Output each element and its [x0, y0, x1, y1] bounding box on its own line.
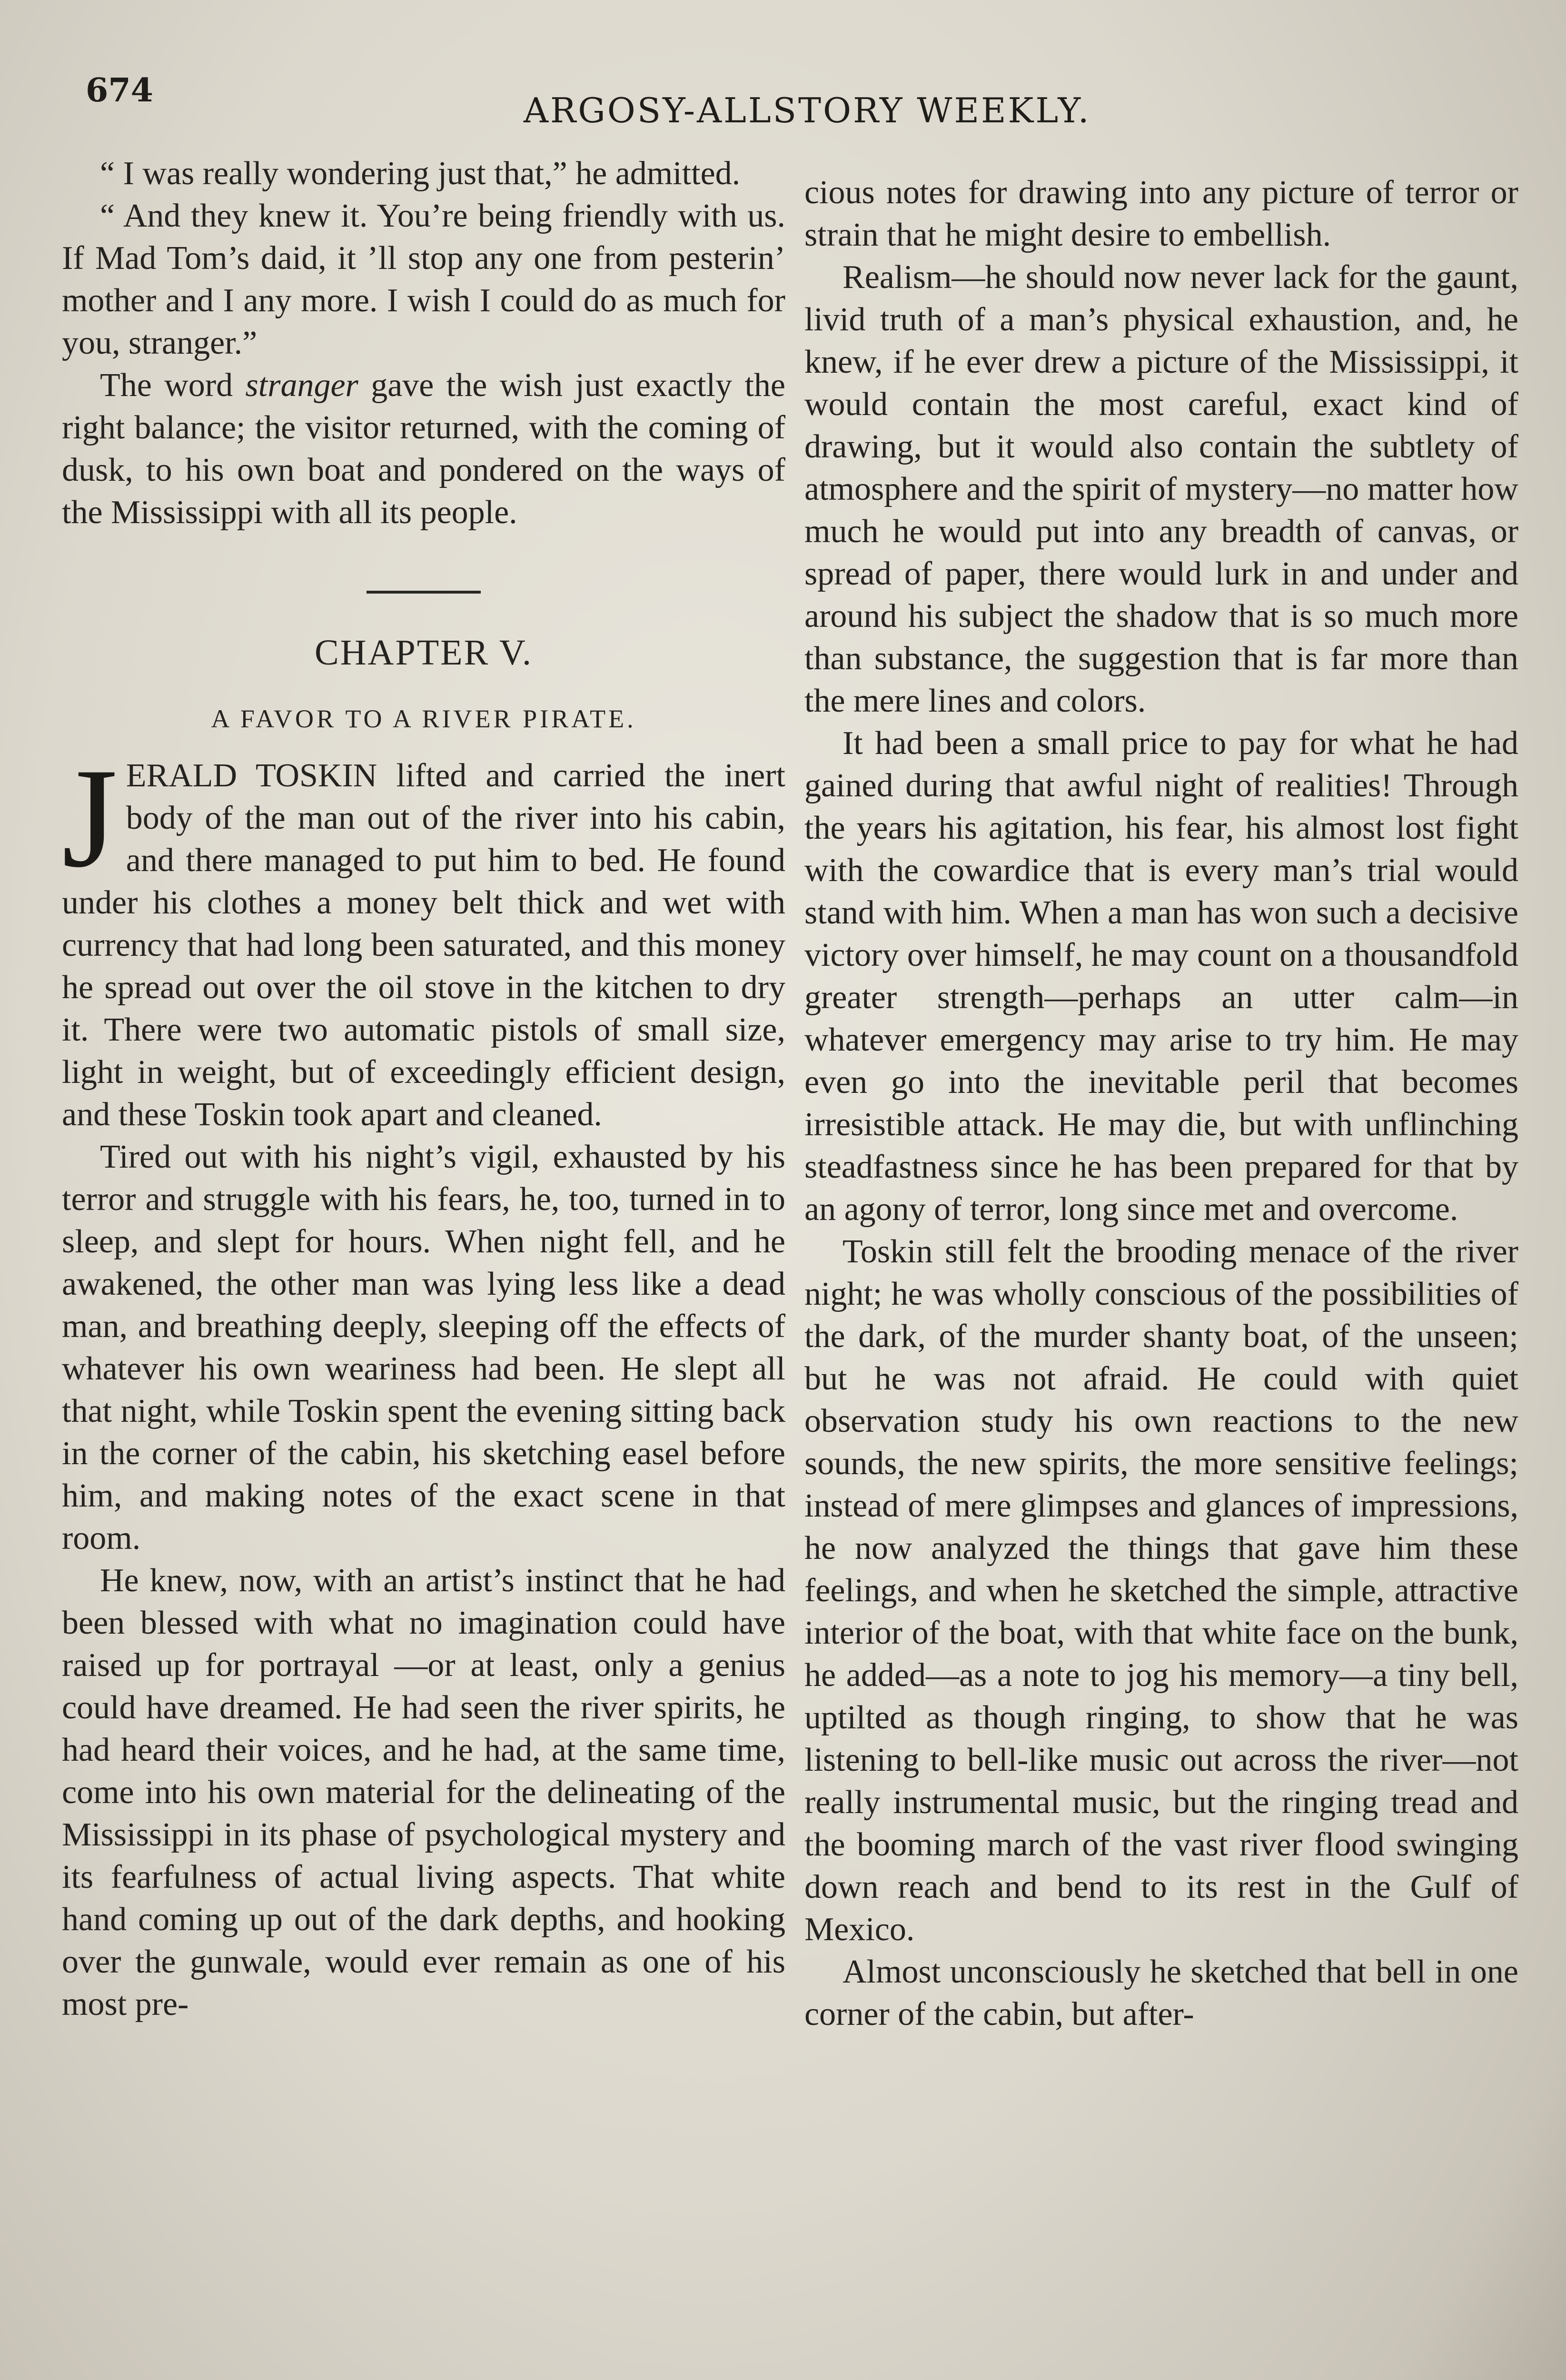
paragraph: “ I was really wondering just that,” he admitted.	[100, 155, 741, 192]
right-column	[804, 171, 1518, 2035]
drop-cap: J	[62, 739, 118, 897]
paragraph: Almost unconsciously he sketched that bell in one corner of the cabin, but after-	[804, 1954, 1518, 2033]
running-head: ARGOSY-ALLSTORY WEEKLY.	[524, 90, 1091, 130]
page-number: 674	[86, 71, 153, 109]
paragraph: He knew, now, with an artist’s instinct that he had been blessed with what no imagination could have raised up for portrayal —or at least, only a genius could have dreamed. He had seen the river spirits, he had heard their voices, and he had, at the same time, come into his own material for the delineating of the Mississippi in its phase of psychological mystery and its fearfulness of actual living aspects. That white hand coming up out of the dark depths, and hooking over the gunwale, would ever remain as one of his most pre-	[62, 1562, 785, 2023]
paragraph: Tired out with his night’s vigil, exhausted by his terror and struggle with his fears, he, too, turned in to sleep, and slept for hours. When night fell, and he awakened, the other man was lying less like a dead man, and breathing deeply, sleeping off the effects of whatever his own weariness had been. He slept all that night, while Toskin spent the evening sitting back in the corner of the cabin, his sketching easel before him, and making notes of the exact scene in that room.	[62, 1139, 785, 1557]
left-column	[62, 152, 785, 2025]
emphasis: stranger	[245, 367, 358, 404]
text-run: gave the wish just exactly the right balance; the visitor returned, with the coming of dusk, to his own boat and pondered on the ways of the Mississippi with all its people.	[62, 367, 785, 531]
text-run: The word	[100, 367, 246, 404]
section-divider	[367, 591, 481, 594]
paragraph	[62, 364, 785, 534]
paragraph: “ And they knew it. You’re being friendly with us. If Mad Tom’s daid, it ’ll stop any one from pesterin’ mother and I any more. I wish I could do as much for you, stranger.”	[62, 198, 785, 361]
chapter-title: CHAPTER V.	[315, 633, 533, 673]
page-header	[86, 67, 1452, 143]
paragraph	[62, 739, 785, 1136]
paragraph: It had been a small price to pay for what he had gained during that awful night of realities! Through the years his agitation, his fear, his almost lost fight with the cowardice that is every man’s trial would stand with him. When a man has won such a decisive victory over himself, he may count on a thousandfold greater strength—perhaps an utter calm—in whatever emergency may arise to try him. He may even go into the inevitable peril that becomes irresistible attack. He may die, but with unflinching steadfastness since he has been prepared for that by an agony of terror, long since met and overcome.	[804, 725, 1518, 1228]
paragraph: Toskin still felt the brooding menace of the river night; he was wholly conscious of the possibilities of the dark, of the murder shanty boat, of the unseen; but he was not afraid. He could with quiet observation study his own reactions to the new sounds, the new spirits, the more sensitive feelings; instead of mere glimpses and glances of impressions, he now analyzed the things that gave him these feelings, and when he sketched the simple, attractive interior of the boat, with that white face on the bunk, he added—as a note to jog his memory—a tiny bell, uptilted as though ringing, to show that he was listening to bell-like music out across the river—not really instrumental music, but the ringing tread and the booming march of the vast river flood swinging down reach and bend to its rest in the Gulf of Mexico.	[804, 1233, 1518, 1948]
paragraph: cious notes for drawing into any picture of terror or strain that he might desire to embellish.	[804, 174, 1518, 253]
chapter-subtitle: A FAVOR TO A RIVER PIRATE.	[211, 704, 636, 733]
text-run: ERALD TOSKIN lifted and carried the inert body of the man out of the river into his cabin, and there managed to put him to bed. He found under his clothes a money belt thick and wet with currency that had long been saturated, and this money he spread out over the oil stove in the kitchen to dry it. There were two automatic pistols of small size, light in weight, but of exceedingly efficient design, and these Toskin took apart and cleaned.	[62, 757, 785, 1133]
paragraph: Realism—he should now never lack for the gaunt, livid truth of a man’s physical exhaustion, and, he knew, if he ever drew a picture of the Mississippi, it would contain the most careful, exact kind of drawing, but it would also contain the subtlety of atmosphere and the spirit of mystery—no matter how much he would put into any breadth of canvas, or spread of paper, there would lurk in and under and around his subject the shadow that is so much more than substance, the suggestion that is far more than the mere lines and colors.	[804, 259, 1518, 719]
